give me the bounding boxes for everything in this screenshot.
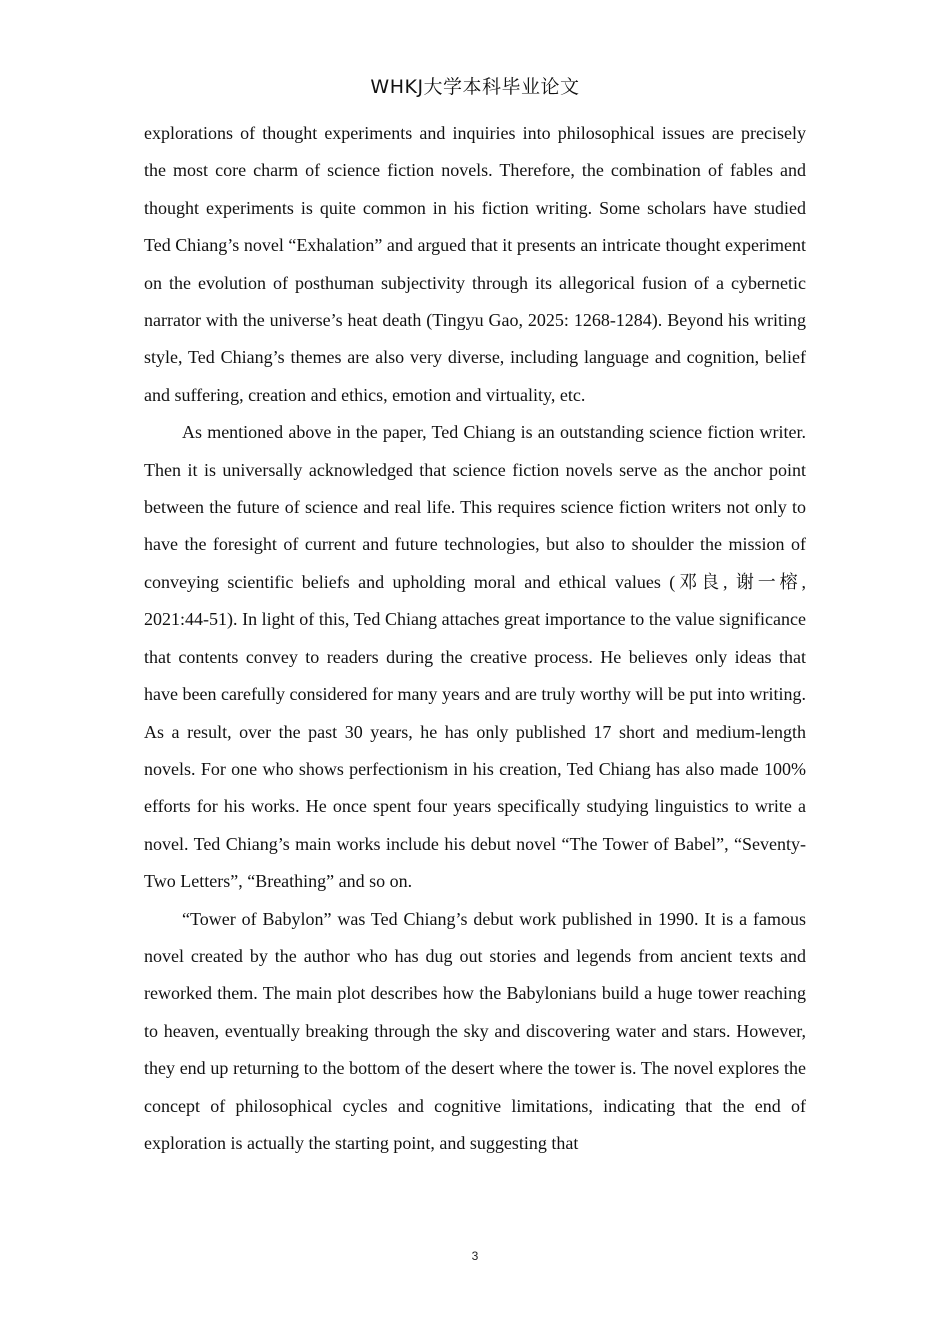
page-header: WHKJ大学本科毕业论文 bbox=[370, 76, 580, 98]
paragraph-continuation: explorations of thought experiments and inquiries into philosophical issues are precisely the most core charm of science fiction novels. Therefore, the combination of fables and thought experiments is quite common in his fiction writing. Some scholars have studied Ted Chiang’s novel “Exhalation” and argued that it presents an intricate thought experiment on the evolution of posthuman subjectivity through its allegorical fusion of a cybernetic narrator with the universe’s heat death (Tingyu Gao, 2025: 1268-1284). Beyond his writing style, Ted Chiang’s themes are also very diverse, including language and cognition, belief and suffering, creation and ethics, emotion and virtuality, etc. bbox=[144, 123, 806, 405]
thesis-body bbox=[144, 115, 806, 1162]
paragraph-tower-of-babylon: “Tower of Babylon” was Ted Chiang’s debut work published in 1990. It is a famous novel created by the author who has dug out stories and legends from ancient texts and reworked them. The main plot describes how the Babylonians build a huge tower reaching to heaven, eventually breaking through the sky and discovering water and stars. However, they end up returning to the bottom of the desert where the tower is. The novel explores the concept of philosophical cycles and cognitive limitations, indicating that the end of exploration is actually the starting point, and suggesting that bbox=[144, 908, 806, 1153]
paragraph-ted-chiang-writer: As mentioned above in the paper, Ted Chiang is an outstanding science fiction writer. Then it is universally acknowledged that science fiction novels serve as the anchor point between the future of science and real life. This requires science fiction writers not only to have the foresight of current and future technologies, but also to shoulder the mission of conveying scientific beliefs and upholding moral and ethical values (邓良, 谢一榕, 2021:44-51). In light of this, Ted Chiang attaches great importance to the value significance that contents convey to readers during the creative process. He believes only ideas that have been carefully considered for many years and are truly worthy will be put into writing. As a result, over the past 30 years, he has only published 17 short and medium-length novels. For one who shows perfectionism in his creation, Ted Chiang has also made 100% efforts for his works. He once spent four years specifically studying linguistics to write a novel. Ted Chiang’s main works include his debut novel “The Tower of Babel”, “Seventy-Two Letters”, “Breathing” and so on. bbox=[144, 422, 806, 892]
page-number: 3 bbox=[471, 1249, 479, 1263]
